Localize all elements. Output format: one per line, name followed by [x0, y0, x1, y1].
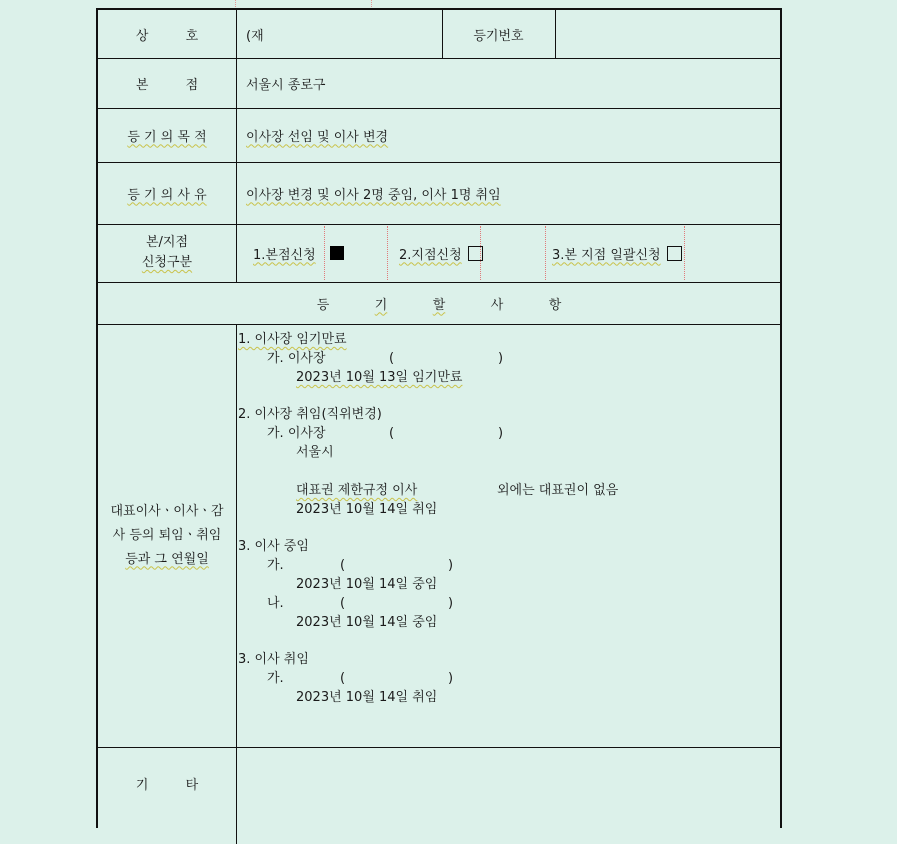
- cause-value: 이사장 변경 및 이사 2명 중임, 이사 1명 취임: [246, 187, 501, 203]
- matters-line: (: [340, 596, 346, 611]
- dotted-divider: [684, 226, 685, 280]
- column-divider: [236, 10, 237, 282]
- checkbox-unchecked[interactable]: [667, 246, 682, 261]
- checkbox-checked[interactable]: [330, 246, 344, 260]
- other-label: 기 타: [135, 777, 199, 793]
- registration-form: [96, 8, 782, 828]
- matters-line: ): [498, 351, 504, 366]
- company-value: (재: [246, 28, 264, 44]
- other-value[interactable]: [238, 747, 778, 819]
- section-title: 등 기 할 사 항: [316, 297, 562, 313]
- option-branch-office[interactable]: 2.지점신청: [399, 224, 483, 282]
- matters-line: 2023년 10월 14일 취임: [296, 690, 438, 705]
- dotted-divider: [545, 226, 546, 280]
- matters-line: 서울시: [296, 445, 334, 460]
- matters-line: 1. 이사장 임기만료: [238, 332, 347, 347]
- matters-line: 2023년 10월 14일 취임: [296, 502, 438, 517]
- option-head-office[interactable]: 1.본점신청: [253, 224, 344, 282]
- office-value: 서울시 종로구: [246, 77, 326, 93]
- matters-label: [98, 324, 236, 747]
- matters-line: (: [340, 558, 346, 573]
- matters-line: 나.: [267, 596, 284, 611]
- company-label: 상 호: [135, 28, 199, 44]
- office-label: 본 점: [135, 77, 199, 93]
- matters-line: 가. 이사장: [267, 351, 326, 366]
- matters-line: ): [448, 558, 454, 573]
- matters-line: 가. 이사장: [267, 426, 326, 441]
- checkbox-unchecked[interactable]: [468, 246, 483, 261]
- branch-label-line1: 본/지점: [145, 235, 189, 250]
- matters-line: (: [389, 426, 395, 441]
- matters-line: 2023년 10월 14일 중임: [296, 577, 438, 592]
- matters-line: 대표권 제한규정 이사: [296, 483, 418, 498]
- branch-label-line2: 신청구분: [141, 255, 193, 270]
- purpose-value: 이사장 선임 및 이사 변경: [246, 129, 389, 145]
- column-divider: [555, 10, 556, 58]
- purpose-label: 등 기 의 목 적: [127, 129, 207, 145]
- matters-line: ): [448, 596, 454, 611]
- matters-line: (: [389, 351, 395, 366]
- matters-line: 가.: [267, 671, 284, 686]
- matters-line: ): [448, 671, 454, 686]
- matters-line: 3. 이사 취임: [238, 652, 309, 667]
- matters-line: 3. 이사 중임: [238, 539, 309, 554]
- matters-label-line1: 대표이사ㆍ이사ㆍ감: [110, 503, 224, 519]
- branch-label: [98, 224, 236, 282]
- matters-line: (: [340, 671, 346, 686]
- matters-line: 2. 이사장 취임(직위변경): [238, 407, 382, 422]
- registration-number-value[interactable]: [563, 10, 773, 58]
- matters-line: 2023년 10월 14일 중임: [296, 615, 438, 630]
- matters-line: 외에는 대표권이 없음: [497, 483, 619, 498]
- matters-line: 2023년 10월 13일 임기만료: [296, 370, 463, 385]
- column-divider: [236, 324, 237, 844]
- matters-label-line3: 등과 그 연월일: [125, 551, 209, 567]
- matters-label-line2: 사 등의 퇴임ㆍ취임: [112, 527, 222, 543]
- matters-line: ): [498, 426, 504, 441]
- option-batch[interactable]: 3.본 지점 일괄신청: [552, 224, 682, 282]
- matters-content: [238, 324, 778, 747]
- matters-line: 가.: [267, 558, 284, 573]
- registration-number-label: 등기번호: [473, 28, 524, 44]
- dotted-divider: [387, 226, 388, 280]
- cause-label: 등 기 의 사 유: [127, 187, 207, 203]
